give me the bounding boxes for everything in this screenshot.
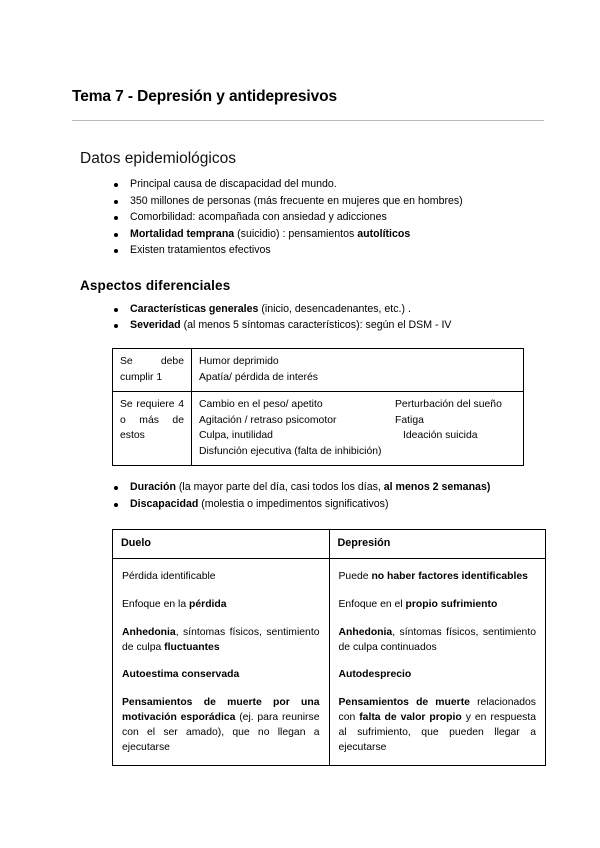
bullet-text: Principal causa de discapacidad del mundo. <box>130 177 337 190</box>
entry-bold: Pensamientos de muerte por una motivación esporádica <box>122 697 320 723</box>
criteria-item: Culpa, inutilidad <box>199 430 273 441</box>
entry-tail: (ej. para reunirse con el ser amado), que no llegan a ejecutarse <box>122 711 320 753</box>
bullet-text-rest: (al menos 5 síntomas característicos): según el DSM - IV <box>180 319 452 332</box>
table-row <box>113 392 524 466</box>
section-heading-differential: Aspectos diferenciales <box>80 277 231 293</box>
criteria-item: Humor deprimido <box>199 356 279 367</box>
differential-bullet-list-bottom <box>72 480 544 512</box>
entry-tail: relacionados con <box>338 697 537 723</box>
list-item <box>112 194 544 210</box>
spacer <box>72 466 544 480</box>
list-item <box>112 210 544 226</box>
list-item <box>112 243 544 259</box>
entry-bold: propio sufrimiento <box>405 598 498 610</box>
comparison-entry <box>339 570 537 585</box>
epidemiology-bullet-list <box>72 177 544 259</box>
criteria-item: Disfunción ejecutiva (falta de inhibición) <box>199 445 382 457</box>
comparison-entry <box>122 570 320 585</box>
comparison-entry <box>339 696 537 755</box>
bullet-text-rest: (inicio, desencadenantes, etc.) . <box>258 302 411 315</box>
list-item <box>112 318 544 334</box>
criteria-item: Ideación suicida <box>403 430 478 441</box>
criteria-item: Perturbación del sueño <box>395 399 502 410</box>
criteria-column-left <box>199 354 395 385</box>
entry-bold-2: fluctuantes <box>164 641 220 653</box>
comparison-entry <box>339 598 537 613</box>
column-header-duelo: Duelo <box>113 530 330 559</box>
entry-bold: Autodesprecio <box>338 669 412 681</box>
entry-tail: , síntomas físicos, sentimiento de culpa <box>122 626 320 653</box>
comparison-entry <box>122 696 320 755</box>
entry-lead: Enfoque en la <box>122 598 190 610</box>
spacer <box>72 260 544 278</box>
bullet-text-bold-tail: autolíticos <box>357 227 411 240</box>
bullet-text: 350 millones de personas (más frecuente en mujeres que en hombres) <box>130 194 463 207</box>
criteria-label-cell <box>113 392 192 466</box>
spacer <box>72 335 544 348</box>
entry-bold: Anhedonia <box>122 626 176 638</box>
criteria-label-cell <box>113 349 192 392</box>
table-header-row <box>113 530 546 559</box>
comparison-entry <box>122 626 320 656</box>
criteria-items-cell <box>192 349 524 392</box>
entry-tail: Pérdida identificable <box>122 571 216 583</box>
criteria-item: Fatiga <box>395 414 424 426</box>
table-row <box>113 559 546 766</box>
comparison-entry <box>122 668 320 683</box>
list-item <box>112 177 544 193</box>
bullet-text: Comorbilidad: acompañada con ansiedad y adicciones <box>130 211 387 224</box>
dsm-criteria-table <box>112 348 524 466</box>
section-heading-epidemiology: Datos epidemiológicos <box>80 149 236 167</box>
list-item <box>112 227 544 243</box>
criteria-column-right <box>395 354 516 385</box>
column-header-depresion: Depresión <box>329 530 546 559</box>
criteria-column-left <box>199 397 395 459</box>
criteria-columns <box>199 354 516 385</box>
bullet-text: Existen tratamientos efectivos <box>130 244 271 257</box>
criteria-label-line: cumplir 1 <box>120 371 163 383</box>
criteria-item: Cambio en el peso/ apetito <box>199 399 323 410</box>
entry-tail: , síntomas físicos, sentimiento de culpa continuados <box>338 626 536 653</box>
bullet-text-rest: (molestia o impedimentos significativos) <box>198 497 389 510</box>
duelo-cell <box>113 559 330 766</box>
comparison-entry <box>339 668 537 683</box>
list-item <box>112 480 544 496</box>
bullet-text-bold-lead: Características generales <box>130 302 259 315</box>
bullet-text-mid: (la mayor parte del día, casi todos los días, <box>175 481 384 493</box>
entry-bold-2: falta de valor propio <box>359 711 462 723</box>
comparison-entry <box>122 598 320 613</box>
grief-vs-depression-table <box>112 529 546 766</box>
entry-bold: Pensamientos de muerte <box>338 697 470 709</box>
criteria-items-cell <box>192 392 524 466</box>
entry-lead: Enfoque en el <box>338 598 406 610</box>
bullet-text-bold-lead: Discapacidad <box>130 497 199 510</box>
criteria-label-line: Se debe <box>120 356 184 367</box>
spacer <box>72 513 544 529</box>
differential-bullet-list-top <box>72 302 544 334</box>
entry-lead: Puede <box>338 571 372 583</box>
list-item <box>112 497 544 513</box>
comparison-entry <box>339 626 537 656</box>
entry-bold: Autoestima conservada <box>122 669 240 681</box>
criteria-column-right <box>395 397 516 459</box>
criteria-item: Agitación / retraso psicomotor <box>199 414 337 426</box>
entry-tail-2: y en respuesta al sufrimiento, que pueden llegar a ejecutarse <box>338 711 537 753</box>
bullet-text-bold-lead: Severidad <box>130 319 181 332</box>
criteria-label-line: Se requiere <box>120 399 175 410</box>
document-content <box>72 88 544 766</box>
bullet-text-bold-tail: al menos 2 semanas) <box>383 481 491 493</box>
page-title: Tema 7 - Depresión y antidepresivos <box>72 88 337 105</box>
title-divider <box>72 120 544 121</box>
bullet-text-mid: (suicidio) : pensamientos <box>234 227 358 240</box>
criteria-item: Apatía/ pérdida de interés <box>199 371 318 383</box>
bullet-text-bold-lead: Duración <box>130 481 176 493</box>
table-row <box>113 349 524 392</box>
depresion-cell <box>329 559 546 766</box>
criteria-columns <box>199 397 516 459</box>
bullet-text-bold-lead: Mortalidad temprana <box>130 227 235 240</box>
criteria-label-line: estos <box>120 430 145 441</box>
entry-bold: Anhedonia <box>338 626 393 638</box>
entry-bold: no haber factores identificables <box>371 571 528 583</box>
entry-bold: pérdida <box>189 598 227 610</box>
list-item <box>112 302 544 318</box>
criteria-label-line: 4 o más de <box>120 399 184 426</box>
